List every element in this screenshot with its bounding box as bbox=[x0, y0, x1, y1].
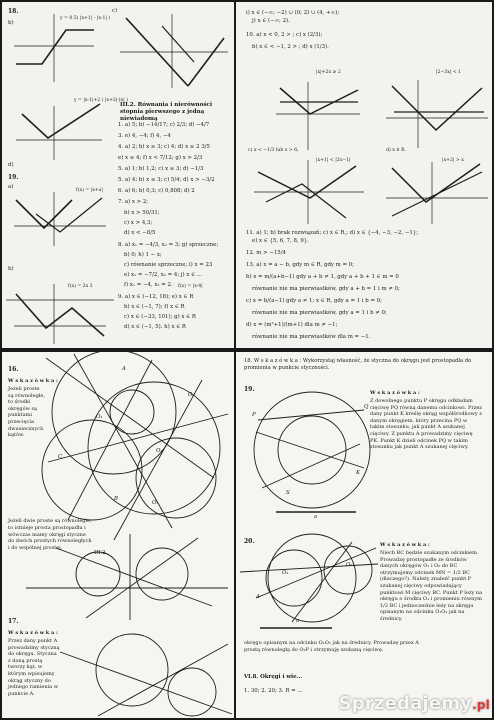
answer-line: e) x ∈ {5, 6, 7, 8, 9}. bbox=[252, 238, 309, 244]
point-label: C bbox=[58, 454, 63, 460]
graph-18d-left bbox=[16, 104, 102, 160]
point-label: O₁ bbox=[282, 570, 289, 576]
answer-line: 11. a) 1; b) brak rozwiązań; c) x ∈ R,; d) x ∈ {−4, −3, −2, −1}; bbox=[246, 230, 419, 236]
answer-line: d) x = (m²+1)/(m+1) dla m ≠ −1; bbox=[246, 322, 338, 328]
hint-text: Jeżeli dwie proste są równoległe, to istnieje prosta prostopadła i wówczas mamy okręgi styczne do dwóch prostych równoległych i do wspólnej prostej. bbox=[8, 518, 92, 552]
answer-line: d) x ∈ (−1, 5). h) x ∈ R bbox=[124, 324, 186, 330]
answer-line: c) x < −1/3 lub x > 6; bbox=[248, 148, 299, 153]
circles-19 bbox=[254, 392, 370, 512]
exercise-number: 18. bbox=[8, 8, 19, 15]
graph-10b bbox=[386, 80, 488, 148]
hint-text: Jeżeli proste są równoległe, to środki okręgów są punktami przecięcia dwusiecznych kątów. bbox=[8, 386, 45, 439]
answer-line: 4. a) 2; b) x ≥ 3; c) 4; d) x ≥ 2 3/5 bbox=[118, 144, 210, 150]
hint-text: okręgu opisanym na odcinku O₁O₂ jak na średnicy. Prowadzę przez A prostą równoległą do O₂P i otrzymuję szukaną cięciwę. bbox=[244, 640, 419, 653]
circles-16 bbox=[42, 352, 228, 540]
page-top-left bbox=[2, 2, 234, 348]
answer-line: d) x < −8/5 bbox=[124, 230, 156, 236]
circles-17 bbox=[60, 634, 232, 716]
answer-line: 12. m > −15/4 bbox=[246, 250, 286, 256]
hint-text: Przez dany punkt A prowadzimy styczną do okręgu. Styczna z daną prostą tworzy kąt, w którym wpisujemy okrąg styczny do jednego ramienia w punkcie A. bbox=[8, 638, 60, 697]
point-label: a bbox=[296, 618, 300, 624]
point-label: S bbox=[286, 490, 290, 496]
graph-19b bbox=[14, 284, 106, 344]
watermark-text: Sprzedajemy bbox=[338, 693, 473, 714]
graph-label: |x+2| > x bbox=[442, 158, 464, 163]
answer-line: b) 0; h) 1 − x; bbox=[124, 252, 162, 258]
point-label: P bbox=[252, 412, 256, 418]
exercise-number: 19. bbox=[8, 174, 19, 181]
answer-line: 5. a) 4; b) x ≤ 3; c) 5/4; d) x > −3/2 bbox=[118, 177, 215, 183]
page-bottom-left bbox=[2, 352, 234, 718]
subpart-label: d) bbox=[8, 162, 14, 168]
graph-label: y = 0.5( |x+1| - |x-1| ) bbox=[60, 16, 111, 21]
point-label: B bbox=[114, 496, 118, 502]
answer-line: f) x₁ = −4, x₂ = 2. bbox=[124, 282, 173, 288]
point-label: O₂ bbox=[156, 448, 163, 454]
point-label: O₃ bbox=[152, 500, 159, 506]
answer-line: b) x ∈ < −1, 2 > ; d) x (1/3). bbox=[252, 44, 329, 50]
point-label: Q bbox=[364, 404, 369, 410]
graph-label: f(x) = 2x 3 bbox=[68, 284, 93, 289]
graph-18c bbox=[120, 14, 228, 88]
point-label: A bbox=[122, 366, 126, 372]
exercise-number: 17. bbox=[8, 618, 19, 625]
graph-19a bbox=[14, 192, 106, 246]
exercise-number: 19. bbox=[244, 386, 255, 393]
answer-line: c) równanie sprzeczne; i) x = 23 bbox=[124, 262, 213, 268]
section-title: III.2. Równania i nierówności stopnia pierwszego z jedną niewiadomą bbox=[120, 102, 213, 122]
answer-line: 10. a) x < 0, 2 > ; c) x (2/3); bbox=[246, 32, 323, 38]
graph-label: |2−3x| < 1 bbox=[436, 70, 462, 75]
point-label: K bbox=[356, 470, 361, 476]
graph-10a bbox=[276, 82, 360, 150]
hint-text: Niech BC będzie szukanym odcinkiem. Prowadzę prostopadłe ze środków danych okręgów O₁ i O₂ do BC otrzymujemy odcinek MN = 1/2 BC (dlaczego?). Należy znaleźć punkt P szukanej cięciwy odpowiadający punktowi M cięciwy BC. Punkt P leży na okręgu o środku O₁ i promieniu równym 1/2 BC i jednocześnie leży na okręgu opisanym na odcinku O₁O₂ jak na średnicy. bbox=[380, 550, 483, 622]
graph-10c bbox=[254, 160, 364, 224]
hint-label: W s k a z ó w k a : bbox=[380, 542, 430, 548]
answer-line: 7. a) x > 2; bbox=[118, 199, 149, 205]
answer-line: e) x₁ = −7/2, x₂ = 4; j) x ∈ ... bbox=[124, 272, 202, 278]
answer-line: b) x ∈ (−1, 7); f) x ∈ R bbox=[124, 304, 185, 310]
point-label: O₄ bbox=[188, 392, 195, 398]
point-label: a bbox=[314, 514, 318, 520]
answer-line: i) x ∈ (−∞; −2) ∪ (0; 2) ∪ (4, +∞); bbox=[246, 10, 340, 16]
graph-18b bbox=[14, 14, 94, 82]
graph-10d bbox=[386, 162, 488, 224]
answer-list bbox=[246, 262, 490, 341]
hint-text: Z dowolnego punktu P okręgu odkładam cięciwę PQ równą danemu odcinkowi. Przez dany punkt K kreślę okrąg współśrodkowy z danym okręgiem, który przecina PQ w takim stosunku, jak punkt A szukanej cięciwy. Z punktu A prowadzimy cięciwę PK. Punkt K dzieli odcinek PQ w takim stosunku jak punkt A szukanej cięciwy. bbox=[370, 398, 482, 451]
point-label: O₂ bbox=[346, 562, 353, 568]
graph-label: |x|+2x ≥ 2 bbox=[316, 70, 341, 75]
answer-line: c) x > 4,3; bbox=[124, 220, 153, 226]
subpart-label: c) bbox=[112, 8, 118, 14]
answer-list bbox=[118, 122, 232, 331]
subpart-label: b) bbox=[8, 20, 14, 26]
answer-line: d) x ∈ R. bbox=[386, 148, 407, 153]
page-top-right bbox=[236, 2, 492, 348]
point-label: A bbox=[256, 594, 260, 600]
answer-line: c) x ∈ (−33, 101); g) x ∈ R bbox=[124, 314, 196, 320]
exercise-number: 16. bbox=[8, 366, 19, 373]
hint-text: 18. W s k a z ó w k a : Wykorzystaj własność, że styczna do okręgu jest prostopadła do promienia w punkcie styczności. bbox=[244, 358, 472, 371]
answer-line: 8. a) x₁ = −4/3, x₂ = 3; g) sprzeczne; bbox=[118, 242, 219, 248]
point-label: O₁ bbox=[96, 414, 103, 420]
answer-line: 1. 30; 2. 20; 3. R = ... bbox=[244, 688, 303, 694]
section-title: VI.8. Okręgi i wie... bbox=[244, 674, 303, 680]
circles-20 bbox=[240, 534, 378, 628]
answer-line: 13. a) x = a − b, gdy m ∈ R, gdy m = 0; bbox=[246, 262, 354, 268]
answer-line: 5. a) 1; b) 1,2; c) x ≥ 3; d) −1/3 bbox=[118, 166, 204, 172]
exercise-number: 20. bbox=[244, 538, 255, 545]
answer-line: 9. a) x ∈ (−12, 18); e) x ∈ R bbox=[118, 294, 194, 300]
page-bottom-right bbox=[236, 352, 492, 718]
graph-label: |x+1| < |2x−1| bbox=[316, 158, 351, 163]
hint-label: W s k a z ó w k a : bbox=[8, 630, 58, 636]
answer-line: równanie nie ma pierwiastków dla m = −1. bbox=[252, 334, 371, 340]
answer-line: j) x ∈ (−∞; 2). bbox=[252, 18, 290, 24]
answer-line: 1. a) 5; b) −14/17; c) 2/3; d) −4/7 bbox=[118, 122, 210, 128]
answer-line: 6. a) 6; b) 0,3; c) 0,808; d) 2 bbox=[118, 188, 195, 194]
answer-line: równanie nie ma pierwiastków, gdy a = 1 i b ≠ 0; bbox=[252, 310, 387, 316]
watermark-suffix: .pl bbox=[472, 698, 490, 712]
watermark-logo bbox=[339, 693, 490, 714]
answer-line: b) x = m/(a+b−1) gdy a + b ≠ 1, gdy a + b + 1 ∈ m = 0 bbox=[246, 274, 399, 280]
hint-label: W s k a z ó w k a : bbox=[370, 390, 420, 396]
answer-line: 3. e) 4, −4; f) 4, −4 bbox=[118, 133, 171, 139]
answer-line: e) x ≥ 4; f) x < 7/12; g) x > 2/3 bbox=[118, 155, 203, 161]
answer-line: równanie nie ma pierwiastków, gdy a + b = 1 i m ≠ 0; bbox=[252, 286, 400, 292]
point-label: III.2. bbox=[94, 550, 108, 556]
graph-label: f(x) = |x-4| bbox=[178, 284, 203, 289]
answer-line: b) x > 50/31; bbox=[124, 210, 160, 216]
subpart-label: a) bbox=[8, 184, 14, 190]
graph-label: f(x) = |x+a| bbox=[76, 188, 103, 193]
subpart-label: b) bbox=[8, 266, 14, 272]
hint-label: W s k a z ó w k a : bbox=[8, 378, 58, 384]
answer-line: c) x = b/(a−1) gdy a ≠ 1; x ∈ R, gdy a = 1 i b = 0; bbox=[246, 298, 382, 304]
graph-label: y = |x-1|+2 ( |x+2|-|x| ) bbox=[74, 98, 128, 103]
